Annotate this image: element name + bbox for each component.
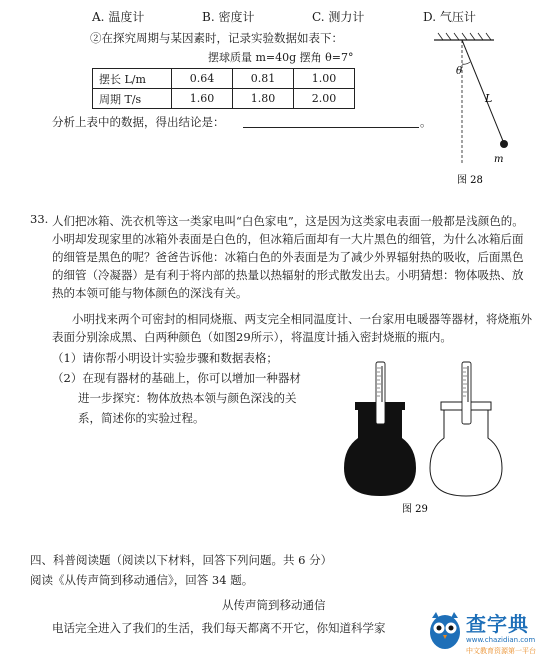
watermark-logo bbox=[426, 606, 542, 662]
data-table bbox=[92, 68, 355, 109]
row-label-length: 摆长 L/m bbox=[93, 69, 172, 89]
logo-url: www.chazidian.com bbox=[466, 636, 536, 644]
end-mark: 。 bbox=[420, 115, 432, 129]
q33-paragraph-1: 人们把冰箱、洗衣机等这一类家电叫“白色家电”，这是因为这类家电表面一般都是浅颜色的。小明却发现家里的冰箱外表面是白色的，但冰箱后面却有一大片黑色的细管，为什么冰箱后面的细管是黑色的呢？爸爸告诉他：冰箱白色的外表面是为了减少外界辐射热的吸收，后面黑色的细管（冷凝器）是有利于将内部的热量以热辐射的形式散发出去。小明猜想：物体吸热、放热的本领可能与物体颜色的深浅有关。 bbox=[52, 214, 524, 300]
q32-intro: ②在探究周期与某因素时，记录实验数据如表下： bbox=[90, 31, 343, 45]
table-cell: 1.00 bbox=[294, 69, 355, 89]
article-first-line: 电话完全进入了我们的生活，我们每天都离不开它，你知道科学家 bbox=[52, 621, 386, 635]
option-d: D. 气压计 bbox=[423, 10, 476, 24]
option-c: C. 测力计 bbox=[312, 10, 365, 24]
table-row bbox=[93, 89, 355, 109]
q33-paragraph-2: 小明找来两个可密封的相同烧瓶、两支完全相同温度计、一台家用电暖器等器材，将烧瓶外表面分别涂成黑、白两种颜色（如图29所示），将温度计插入密封烧瓶的瓶内。 bbox=[52, 312, 532, 344]
option-b: B. 密度计 bbox=[202, 10, 255, 24]
logo-subtitle: 中文教育资源第一平台 bbox=[466, 647, 536, 655]
figure-28-caption: 图 28 bbox=[457, 175, 483, 186]
table-cell: 2.00 bbox=[294, 89, 355, 109]
thermometer-white-flask bbox=[462, 362, 471, 424]
option-a: A. 温度计 bbox=[92, 10, 145, 24]
table-cell: 0.81 bbox=[233, 69, 294, 89]
logo-name: 查字典 bbox=[466, 612, 529, 636]
q33-subquestion-2-line-3: 系，简述你的实验过程。 bbox=[78, 411, 205, 425]
q33-subquestion-2: （2）在现有器材的基础上，你可以增加一种器材 bbox=[52, 371, 301, 385]
figure-28-pendulum bbox=[426, 28, 526, 190]
section-4-instruction: 阅读《从传声筒到移动通信》，回答 34 题。 bbox=[30, 573, 254, 587]
owl-icon bbox=[426, 608, 464, 652]
mass-label: m bbox=[494, 154, 504, 165]
q32-condition: 摆球质量 m=40g 摆角 θ=7° bbox=[208, 51, 354, 64]
figure-29-caption: 图 29 bbox=[402, 504, 428, 515]
q33-subquestion-1: （1）请你帮小明设计实验步骤和数据表格； bbox=[52, 351, 278, 365]
table-cell: 1.80 bbox=[233, 89, 294, 109]
article-title: 从传声筒到移动通信 bbox=[222, 598, 326, 612]
table-row bbox=[93, 69, 355, 89]
figure-29-flasks bbox=[336, 356, 512, 518]
row-label-period: 周期 T/s bbox=[93, 89, 172, 109]
table-cell: 0.64 bbox=[172, 69, 233, 89]
answer-blank bbox=[243, 126, 419, 128]
theta-label: θ bbox=[456, 66, 463, 77]
section-4-heading: 四、科普阅读题（阅读以下材料，回答下列问题。共 6 分） bbox=[30, 553, 333, 567]
table-cell: 1.60 bbox=[172, 89, 233, 109]
q32-analysis: 分析上表中的数据，得出结论是： bbox=[52, 115, 225, 129]
q33-subquestion-2-line-2: 进一步探究：物体放热本领与颜色深浅的关 bbox=[78, 391, 297, 405]
thermometer-black-flask bbox=[376, 362, 385, 424]
length-label: L bbox=[485, 92, 493, 105]
q33-number: 33. bbox=[30, 212, 49, 226]
